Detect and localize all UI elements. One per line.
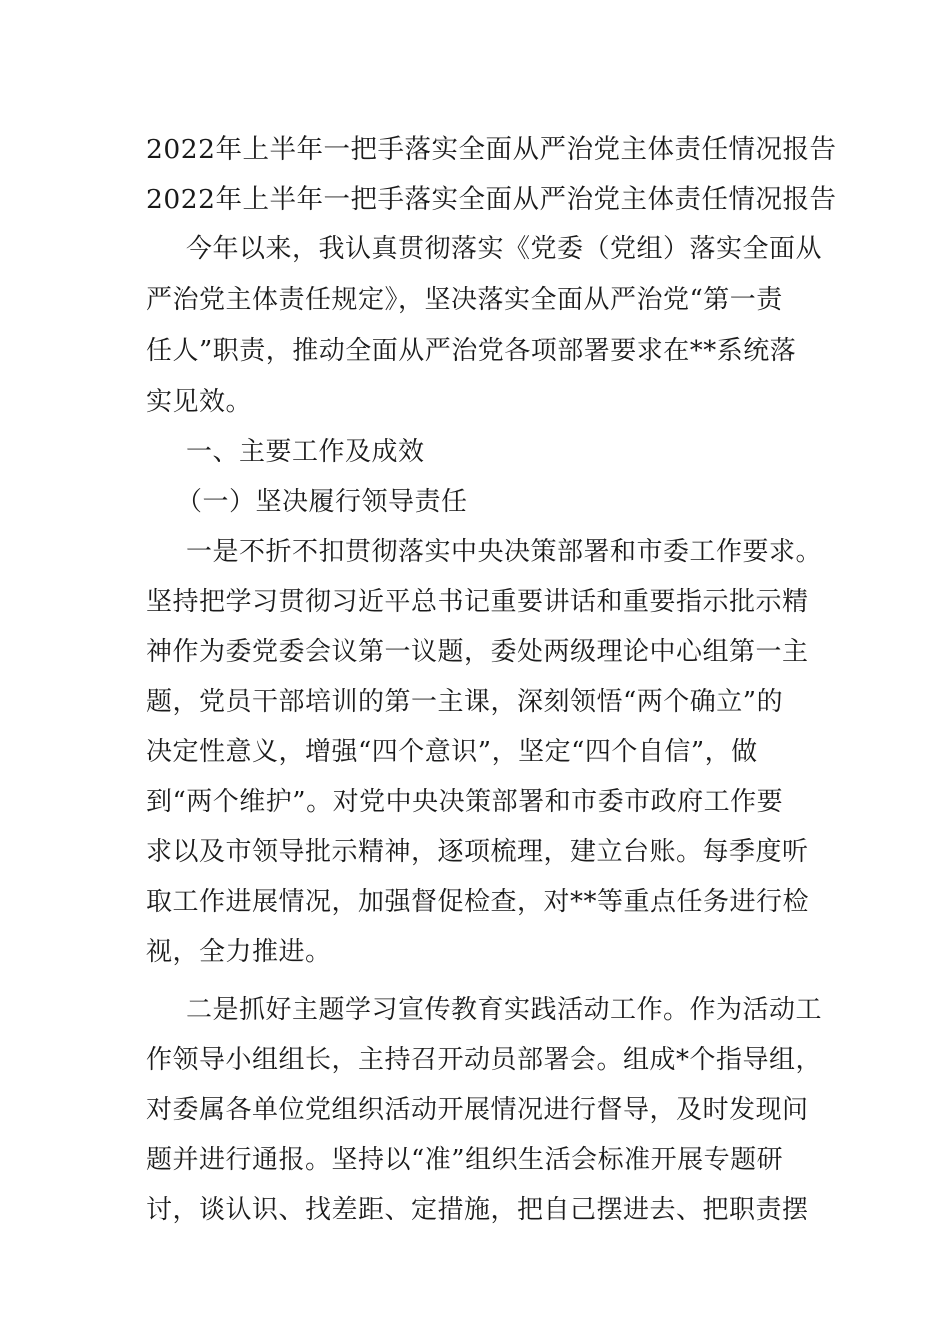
paragraph-line: 到“两个维护”。对党中央决策部署和市委市政府工作要 (146, 787, 784, 817)
document-title-line-2: 2022年上半年一把手落实全面从严治党主体责任情况报告 (146, 184, 837, 215)
paragraph-line: 讨，谈认识、找差距、定措施，把自己摆进去、把职责摆 (146, 1195, 809, 1225)
paragraph-line: 一是不折不扣贯彻落实中央决策部署和市委工作要求。 (186, 537, 823, 567)
paragraph-line: 视，全力推进。 (146, 937, 332, 967)
paragraph-line: 题并进行通报。坚持以“准”组织生活会标准开展专题研 (146, 1145, 784, 1175)
paragraph-line: 神作为委党委会议第一议题，委处两级理论中心组第一主 (146, 637, 809, 667)
intro-line: 今年以来，我认真贯彻落实《党委（党组）落实全面从 (186, 234, 823, 264)
paragraph-line: 求以及市领导批示精神，逐项梳理，建立台账。每季度听 (146, 837, 809, 867)
intro-line: 严治党主体责任规定》，坚决落实全面从严治党“第一责 (146, 285, 783, 315)
paragraph-line: 决定性意义，增强“四个意识”，坚定“四个自信”，做 (146, 737, 758, 767)
intro-line: 实见效。 (146, 387, 253, 417)
section-heading: 一、主要工作及成效 (186, 437, 425, 467)
paragraph-line: 作领导小组组长，主持召开动员部署会。组成*个指导组， (146, 1045, 823, 1075)
document-title-line-1: 2022年上半年一把手落实全面从严治党主体责任情况报告 (146, 134, 837, 165)
paragraph-line: 题，党员干部培训的第一主课，深刻领悟“两个确立”的 (146, 687, 784, 717)
paragraph-line: 二是抓好主题学习宣传教育实践活动工作。作为活动工 (186, 995, 823, 1025)
paragraph-line: 坚持把学习贯彻习近平总书记重要讲话和重要指示批示精 (146, 587, 809, 617)
paragraph-line: 取工作进展情况，加强督促检查，对**等重点任务进行检 (146, 887, 810, 917)
intro-line: 任人”职责，推动全面从严治党各项部署要求在**系统落 (146, 336, 797, 366)
paragraph-line: 对委属各单位党组织活动开展情况进行督导，及时发现问 (146, 1095, 809, 1125)
subsection-heading: （一）坚决履行领导责任 (176, 487, 468, 517)
